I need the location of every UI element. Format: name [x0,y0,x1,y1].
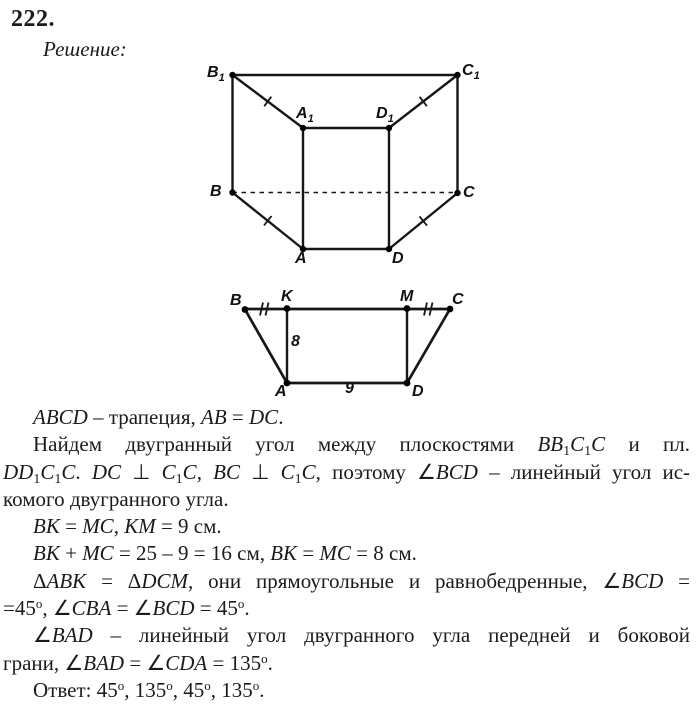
solution-heading: Решение: [43,37,127,61]
figure2-base-value: 9 [345,380,354,397]
figure2-label-k: K [281,288,293,305]
figure1-label-c: C [463,184,475,201]
solution-text-block [3,404,690,704]
solution-line: $=45^o$, ∠CBA = ∠BCD = $45^o$. [3,596,250,621]
vertex-dot-m [404,305,411,312]
figure2-label-a: A [275,383,287,400]
figure1-label-d1: $D_1$ [376,105,394,125]
solution-line: ABCD – трапеция, AB = DC. [33,405,284,429]
figure2-label-b: B [230,292,242,309]
solution-line: комого двугранного угла. [3,486,229,511]
figure1-label-b1: $B_1$ [207,64,225,84]
figure1-label-d: D [392,250,404,267]
figure2-label-d: D [412,383,424,400]
figure1-label-c1: $C_1$ [462,62,480,82]
figure1-label-a: A [295,250,307,267]
problem-number: 222. [11,6,55,32]
vertex-dot-b1 [229,72,235,78]
vertex-dot-k [284,305,291,312]
vertex-dot-c [454,190,460,196]
figure2-label-m: M [400,288,414,305]
vertex-dot-c1 [454,72,460,78]
solution-line: ΔABK = ΔDCM, они прямоугольные и равнобедренные, ∠BCD = [33,568,690,593]
edge-cd [407,309,450,383]
figure1-prism-drawing [190,58,480,263]
vertex-dot-b [242,306,249,313]
vertex-dot-b [229,189,235,195]
solution-line: Найдем двугранный угол между плоскостями $BB_1C_1C$ и пл. [33,432,690,460]
solution-line: BK + MC = 25 – 9 = 16 см, BK = MC = 8 см. [33,541,417,566]
solution-line: ∠BAD – линейный угол двугранного угла передней и боковой [33,623,690,648]
figure1-label-a1: $A_1$ [296,105,314,125]
vertex-dot-d [404,380,411,387]
edge-ba [245,310,287,384]
solution-line: BK = MC, KM = 9 см. [33,514,222,539]
figure2-trapezoid-drawing [215,282,465,395]
solution-answer-line: Ответ: 45$^o$, 135$^o$, 45$^o$, 135$^o$. [33,677,265,702]
solution-line: грани, ∠BAD = ∠CDA = $135^o$. [3,650,273,675]
figure2-label-c: C [452,291,464,308]
figure2-height-value: 8 [291,333,300,350]
figure1-label-b: B [210,183,222,200]
solution-line: $DD_1C_1C$. DC ⊥ $C_1C$, BC ⊥ $C_1C$, поэтому ∠BCD – линейный угол ис- [3,459,691,487]
